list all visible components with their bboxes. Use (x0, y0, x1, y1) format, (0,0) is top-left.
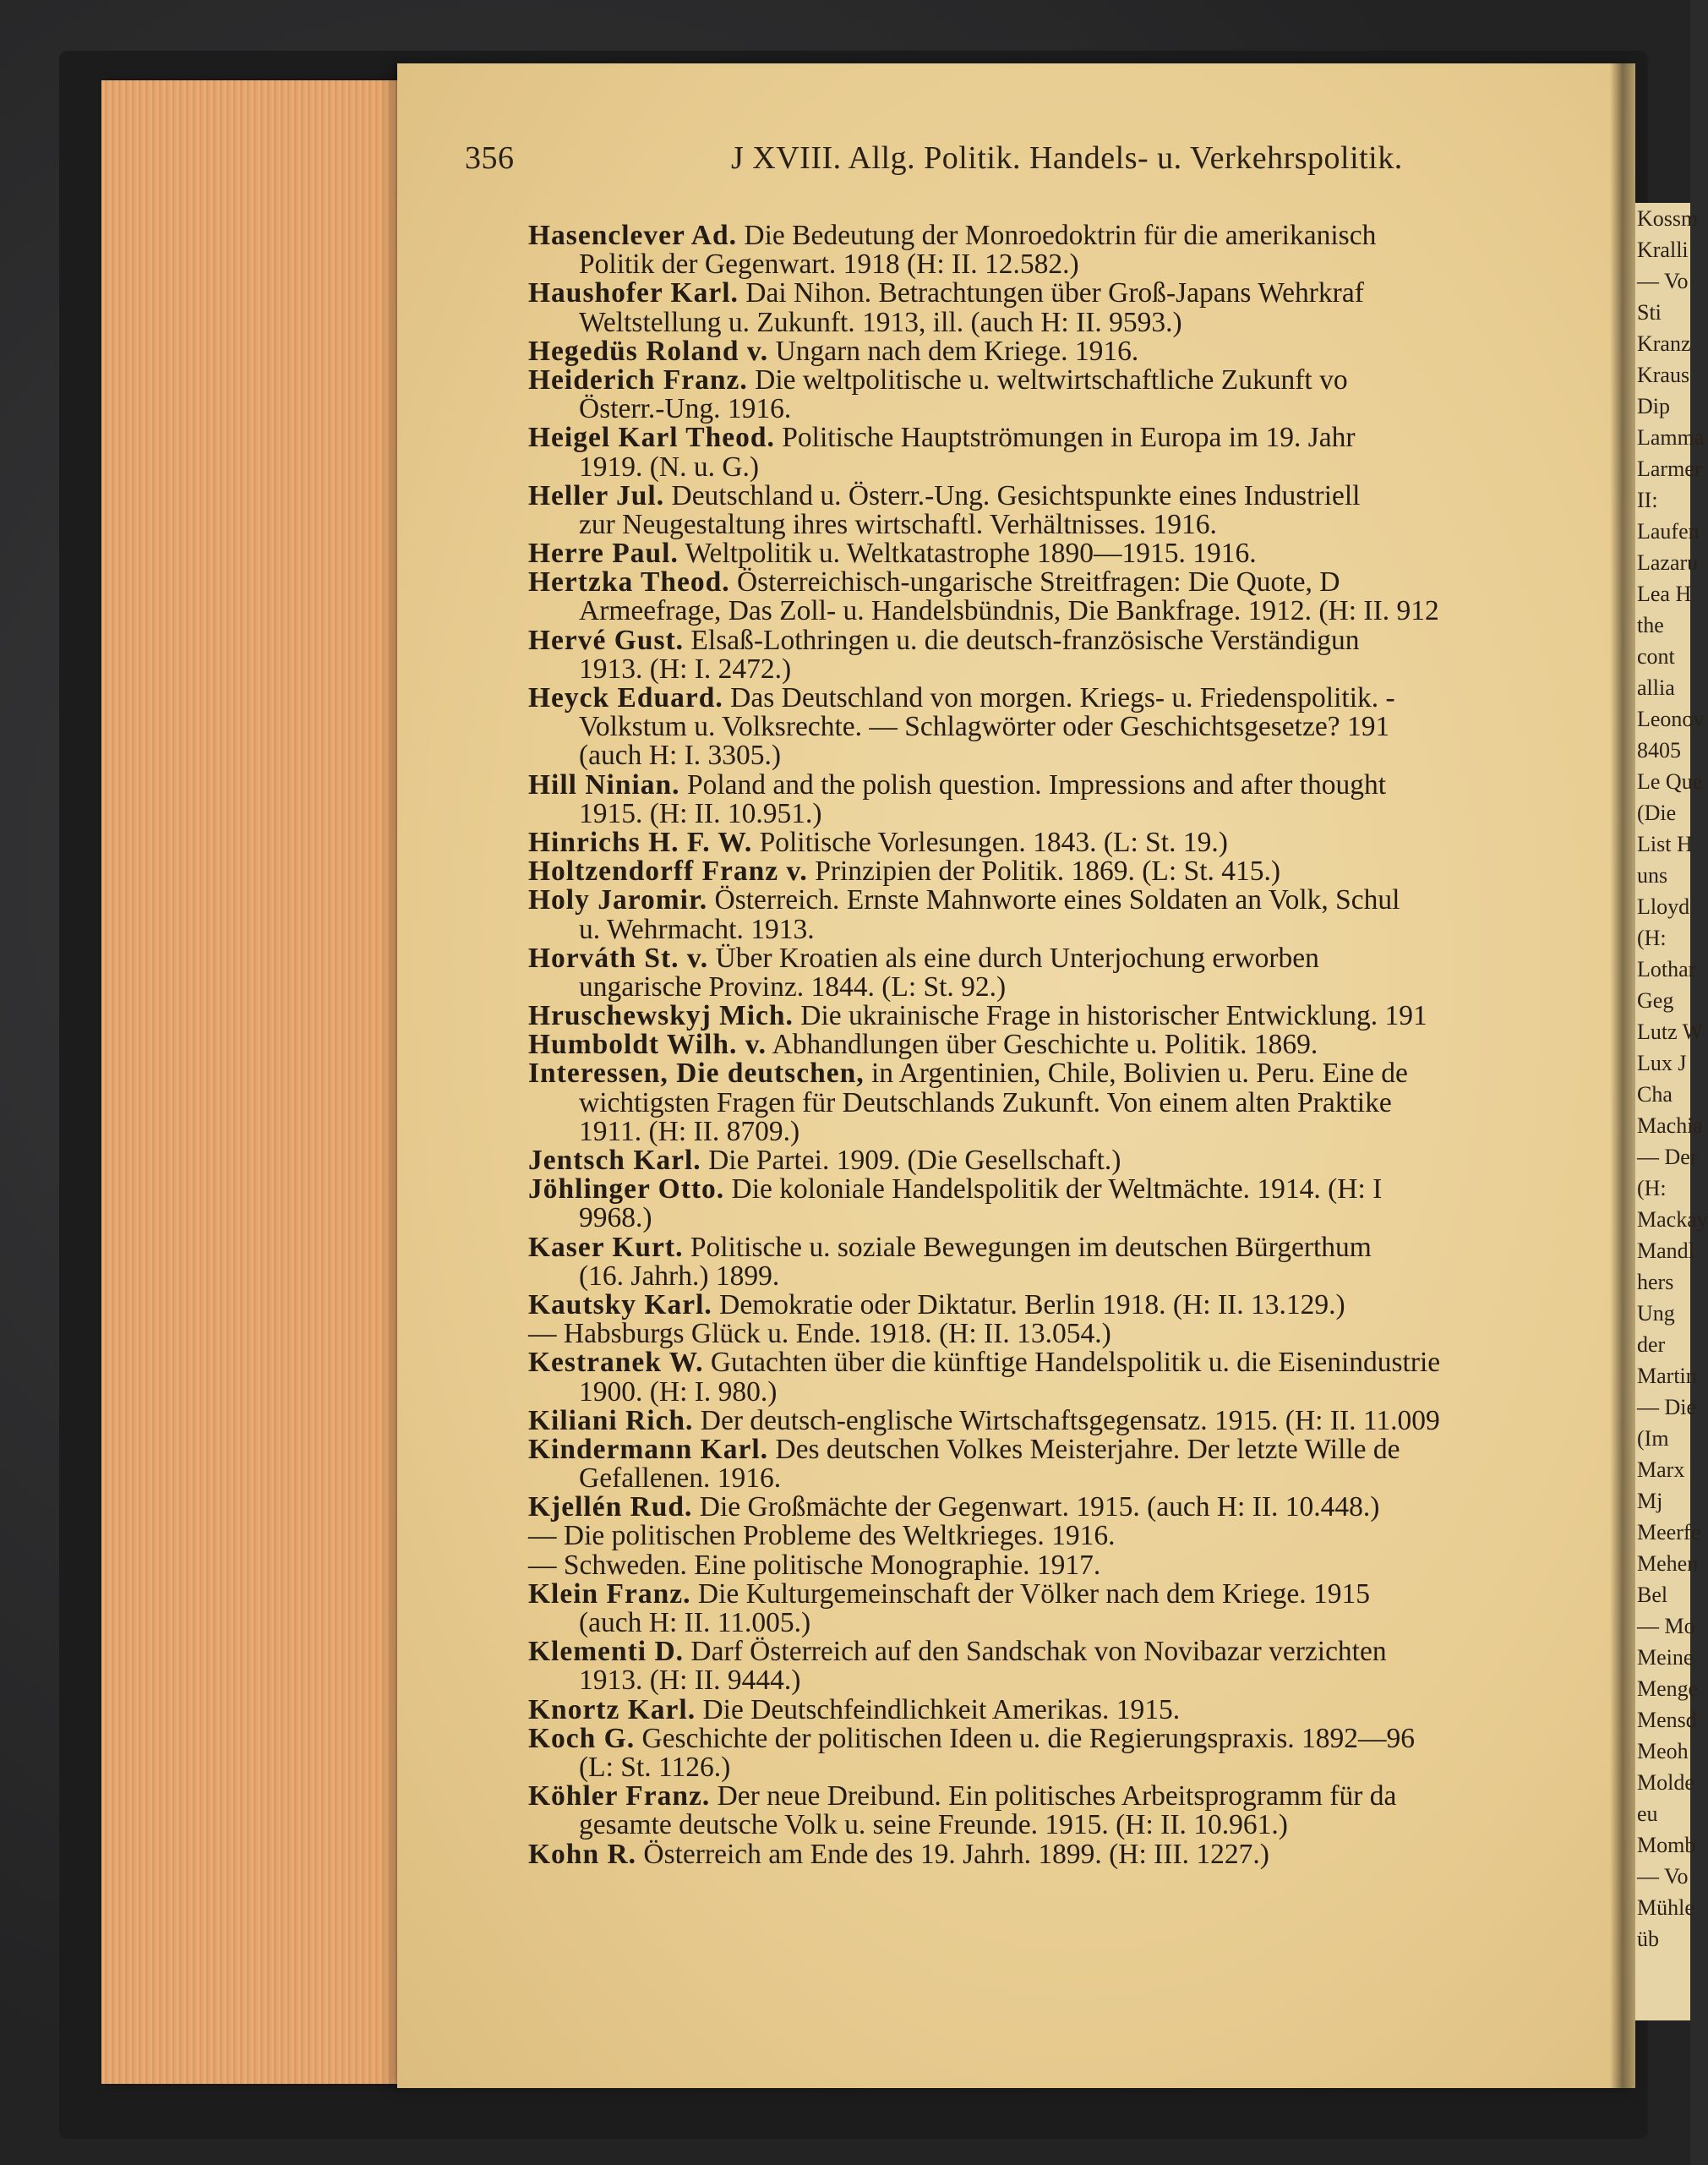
facing-page-fragment-line: Cha (1637, 1082, 1673, 1107)
entry-text: Prinzipien der Politik. 1869. (L: St. 415.) (807, 856, 1281, 888)
entry-author: Holtzendorff Franz v. (528, 856, 808, 888)
facing-page-fragment-line: Meerfe (1637, 1520, 1701, 1544)
entry-text: 1913. (H: II. 9444.) (579, 1665, 801, 1697)
facing-page-fragment-line: üb (1637, 1927, 1659, 1951)
running-title: J XVIII. Allg. Politik. Handels- u. Verkehrspolitik. (731, 140, 1403, 176)
facing-page-fragment-line: Machia (1637, 1113, 1703, 1138)
entry-author: Kiliani Rich. (528, 1404, 694, 1436)
facing-page-fragment-line: Marx (1637, 1457, 1685, 1482)
entry-text: Deutschland u. Österr.-Ung. Gesichtspunkte eines Industriell (664, 479, 1361, 511)
entry-line (528, 1404, 1627, 1436)
entry-line (528, 1722, 1627, 1754)
facing-page-fragment-line: cont (1637, 644, 1675, 669)
entry-line (528, 713, 1627, 741)
entry-line (528, 1320, 1627, 1348)
entry-text: Darf Österreich auf den Sandschak von Novibazar verzichten (684, 1636, 1387, 1668)
facing-page-fragment-line: Ung (1637, 1301, 1675, 1326)
facing-page-fragment-line: Lamma (1637, 425, 1705, 450)
entry-text: 1915. (H: II. 10.951.) (579, 797, 822, 829)
entry-text: Gutachten über die künftige Handelspolitik u. die Eisenindustrie (703, 1347, 1441, 1379)
entry-author: Hertzka Theod. (528, 566, 730, 599)
facing-page-fragment-line: Mandl (1637, 1238, 1694, 1263)
entry-author: Kaser Kurt. (528, 1231, 684, 1263)
entry-text: Die Großmächte der Gegenwart. 1915. (auch H: II. 10.448.) (692, 1491, 1380, 1523)
facing-page-fragment-line: Momb (1637, 1833, 1696, 1857)
entry-line (528, 366, 1627, 395)
entry-author: Kohn R. (528, 1838, 637, 1870)
facing-page-fragment-line: Menge (1637, 1676, 1699, 1701)
entry-author: Hruschewskyj Mich. (528, 1000, 794, 1032)
entry-text: Politische u. soziale Bewegungen im deutschen Bürgerthum (683, 1231, 1372, 1263)
entry-author: Kestranek W. (528, 1347, 704, 1379)
facing-page-fragment-line: — Der (1637, 1145, 1698, 1169)
facing-page-fragment-line: Lea H (1637, 582, 1692, 606)
entry-text: in Argentinien, Chile, Bolivien u. Peru. Eine de (864, 1058, 1408, 1090)
facing-page-fragment-line: Sti (1637, 300, 1662, 325)
entry-text: Der deutsch-englische Wirtschaftsgegensatz. 1915. (H: II. 11.009 (693, 1404, 1440, 1436)
facing-page-fragment-line: Mj (1637, 1489, 1663, 1513)
entry-text: Die koloniale Handelspolitik der Weltmächte. 1914. (H: I (724, 1173, 1383, 1206)
entry-author: Köhler Franz. (528, 1780, 711, 1812)
entry-line (528, 279, 1627, 308)
entry-author: Hill Ninian. (528, 768, 680, 801)
entry-line (528, 828, 1627, 857)
entry-line (528, 1693, 1627, 1725)
entry-line (528, 768, 1627, 801)
entry-text: — Die politischen Probleme des Weltkrieges. 1916. (528, 1520, 1116, 1552)
facing-page-fragment-line: Mehen (1637, 1551, 1699, 1576)
facing-page-fragment-line: Bel (1637, 1583, 1668, 1607)
entry-author: Kautsky Karl. (528, 1288, 712, 1320)
facing-page-fragment-line: eu (1637, 1801, 1658, 1826)
facing-page-fragment-line: Dip (1637, 394, 1670, 418)
entry-line (528, 539, 1627, 568)
entry-text: 1911. (H: II. 8709.) (579, 1115, 800, 1147)
facing-page-fragment-line: (Im (1637, 1426, 1669, 1451)
entry-line (528, 424, 1627, 452)
facing-page-fragment-line: allia (1637, 675, 1675, 700)
facing-page-fragment-line: — Vo (1637, 269, 1689, 293)
entry-line (528, 568, 1627, 597)
entry-line (528, 1288, 1627, 1320)
entry-author: Herre Paul. (528, 538, 679, 570)
entry-author: Knortz Karl. (528, 1693, 696, 1725)
entry-text: — Habsburgs Glück u. Ende. 1918. (H: II. 13.054.) (528, 1318, 1111, 1350)
entry-line (528, 970, 1627, 1003)
entry-line (528, 1059, 1627, 1088)
entry-line (528, 250, 1627, 279)
entry-text: zur Neugestaltung ihres wirtschaftl. Verhältnisses. 1916. (579, 508, 1217, 540)
entry-line (528, 1233, 1627, 1262)
entry-author: Horváth St. v. (528, 942, 709, 974)
entry-text: Demokratie oder Diktatur. Berlin 1918. (H: II. 13.129.) (712, 1288, 1345, 1320)
entry-author: Jentsch Karl. (528, 1145, 701, 1176)
entry-text: Die weltpolitische u. weltwirtschaftliche Zukunft vo (747, 364, 1348, 396)
entry-line (528, 626, 1627, 655)
entry-line (528, 306, 1627, 338)
facing-page-fragment-line: Mackay (1637, 1207, 1708, 1232)
entry-text: Das Deutschland von morgen. Kriegs- u. Friedenspolitik. - (723, 682, 1395, 713)
facing-page-fragment-line: Mensd (1637, 1708, 1697, 1732)
entry-line (528, 1375, 1627, 1408)
entry-text: 1900. (H: I. 980.) (579, 1375, 778, 1408)
entry-line (528, 1031, 1627, 1059)
entry-author: Hegedüs Roland v. (528, 335, 769, 367)
facing-page-fragment-line: Lux J (1637, 1051, 1687, 1075)
facing-page-fragment-line: Le Que (1637, 769, 1703, 794)
entry-line (528, 453, 1627, 482)
facing-page-fragment-line: hers (1637, 1270, 1674, 1294)
entry-line (528, 913, 1627, 945)
entry-line (528, 1782, 1627, 1811)
entry-text: Die ukrainische Frage in historischer Entwicklung. 191 (793, 1000, 1427, 1032)
entry-text: Die Partei. 1909. (Die Gesellschaft.) (701, 1145, 1121, 1176)
entry-text: Österreich am Ende des 19. Jahrh. 1899. (H: III. 1227.) (636, 1838, 1269, 1870)
entry-line (528, 1146, 1627, 1175)
entry-author: Holy Jaromir. (528, 884, 708, 916)
entry-author: Hinrichs H. F. W. (528, 826, 753, 858)
facing-page-fragment-line: (Die (1637, 801, 1677, 825)
entry-author: Klein Franz. (528, 1577, 691, 1610)
entry-line (528, 337, 1627, 366)
facing-page-fragment-line: Kossm (1637, 206, 1699, 231)
facing-page-fragment-line: Martin (1637, 1364, 1697, 1388)
entry-text: Weltstellung u. Zukunft. 1913, ill. (auch H: II. 9593.) (579, 306, 1182, 338)
entry-line (528, 1493, 1627, 1522)
entry-text: Ungarn nach dem Kriege. 1916. (768, 335, 1139, 367)
entry-line (528, 1002, 1627, 1031)
entry-line (528, 508, 1627, 540)
entry-line (528, 944, 1627, 973)
entry-author: Jöhlinger Otto. (528, 1173, 725, 1206)
entry-text: u. Wehrmacht. 1913. (579, 913, 815, 945)
facing-page-fragment-line: Molde (1637, 1770, 1694, 1795)
page-edges (101, 80, 401, 2084)
entry-text: Gefallenen. 1916. (579, 1462, 782, 1495)
entry-text: Die Kulturgemeinschaft der Völker nach dem Kriege. 1915 (690, 1577, 1370, 1610)
entry-text: (auch H: II. 11.005.) (579, 1607, 811, 1638)
entry-line (528, 655, 1627, 684)
entry-text: ungarische Provinz. 1844. (L: St. 92.) (579, 970, 1007, 1003)
entry-line (528, 1262, 1627, 1291)
entry-text: gesamte deutsche Volk u. seine Freunde. 1915. (H: II. 10.961.) (579, 1809, 1288, 1841)
entry-text: Weltpolitik u. Weltkatastrophe 1890—1915. 1916. (678, 538, 1257, 570)
entry-text: Die Bedeutung der Monroedoktrin für die amerikanisch (737, 220, 1377, 251)
entry-author: Koch G. (528, 1722, 636, 1754)
entry-line (528, 1348, 1627, 1377)
entry-author: Heyck Eduard. (528, 682, 723, 713)
entry-line (528, 1522, 1627, 1550)
entry-line (528, 1086, 1627, 1118)
entry-author: Heigel Karl Theod. (528, 422, 775, 454)
facing-page-fragment-line: der (1637, 1332, 1666, 1357)
facing-page-fragment-line: (H: (1637, 926, 1667, 950)
entry-text: (16. Jahrh.) 1899. (579, 1260, 780, 1292)
entry-text: Armeefrage, Das Zoll- u. Handelsbündnis, Die Bankfrage. 1912. (H: II. 912 (579, 595, 1439, 627)
entry-line (528, 1204, 1627, 1233)
entry-line (528, 797, 1627, 829)
entry-author: Klementi D. (528, 1636, 685, 1668)
page-number: 356 (465, 140, 515, 176)
facing-page-fragment-line: 8405 (1637, 738, 1681, 763)
entry-line (528, 479, 1627, 511)
entry-text: — Schweden. Eine politische Monographie. 1917. (528, 1549, 1101, 1581)
entry-author: Heiderich Franz. (528, 364, 748, 396)
entry-author: Interessen, Die deutschen, (528, 1058, 865, 1090)
facing-page-fragment-line: Larmer (1637, 457, 1702, 481)
facing-page-fragment (1635, 203, 1708, 2020)
entry-text: Die Deutschfeindlichkeit Amerikas. 1915. (696, 1693, 1181, 1725)
page-header (465, 139, 1606, 182)
entry-line (528, 1840, 1627, 1869)
facing-page-fragment-line: — Vo (1637, 1864, 1689, 1889)
entry-author: Hasenclever Ad. (528, 220, 737, 251)
facing-page-fragment-line: Kralli (1637, 238, 1689, 262)
facing-page-fragment-line: Lutz W (1637, 1020, 1704, 1044)
entry-line (528, 1115, 1627, 1147)
facing-page-fragment-line: List H (1637, 832, 1693, 856)
facing-page-fragment-line: Leonov (1637, 707, 1705, 731)
facing-page-fragment-line: Meine (1637, 1645, 1694, 1670)
entry-line (528, 221, 1627, 250)
entry-line (528, 1753, 1627, 1782)
facing-page-fragment-line: the (1637, 613, 1664, 637)
facing-page-fragment-line: Geg (1637, 988, 1674, 1013)
entry-text: Österr.-Ung. 1916. (579, 393, 792, 425)
entry-line (528, 886, 1627, 915)
facing-page-fragment-line: Mühle (1637, 1895, 1694, 1920)
facing-page-fragment-line: Kraus (1637, 363, 1690, 387)
facing-page-fragment-line: uns (1637, 863, 1668, 888)
entry-text: Politische Hauptströmungen in Europa im 19. Jahr (774, 422, 1356, 454)
entry-text: Der neue Dreibund. Ein politisches Arbeitsprogramm für da (710, 1780, 1397, 1812)
facing-page-fragment-line: Meoh (1637, 1739, 1689, 1763)
entry-line (528, 857, 1627, 886)
facing-page-fragment-line: Lloyd (1637, 894, 1690, 919)
entry-text: (L: St. 1126.) (579, 1751, 731, 1783)
entry-text: Österreichisch-ungarische Streitfragen: Die Quote, D (729, 566, 1340, 599)
facing-page-fragment-line: (H: (1637, 1176, 1667, 1200)
entry-text: Volkstum u. Volksrechte. — Schlagwörter oder Geschichtsgesetze? 191 (579, 711, 1390, 743)
entry-text: Politische Vorlesungen. 1843. (L: St. 19.) (752, 826, 1228, 858)
facing-page-fragment-line: Lothar (1637, 957, 1696, 981)
entry-line (528, 395, 1627, 424)
entry-text: wichtigsten Fragen für Deutschlands Zukunft. Von einem alten Praktike (579, 1086, 1392, 1118)
entry-text: Abhandlungen über Geschichte u. Politik. 1869. (767, 1029, 1318, 1061)
entry-text: Politik der Gegenwart. 1918 (H: II. 12.582.) (579, 249, 1079, 281)
facing-page-fragment-line: Laufen (1637, 519, 1700, 544)
facing-page-fragment-line: Lazaru (1637, 550, 1699, 575)
entry-text: 1913. (H: I. 2472.) (579, 653, 792, 685)
entry-author: Humboldt Wilh. v. (528, 1029, 767, 1061)
entry-line (528, 684, 1627, 713)
entry-author: Hervé Gust. (528, 624, 685, 656)
entry-line (528, 741, 1627, 770)
entry-line (528, 1666, 1627, 1695)
entry-text: (auch H: I. 3305.) (579, 740, 782, 772)
entry-text: Elsaß-Lothringen u. die deutsch-französische Verständigun (684, 624, 1360, 656)
entry-line (528, 1609, 1627, 1637)
facing-page-fragment-line: Kranz (1637, 331, 1691, 356)
entry-author: Heller Jul. (528, 479, 665, 511)
entry-text: Dai Nihon. Betrachtungen über Groß-Japans Wehrkraf (738, 277, 1364, 309)
entry-text: Über Kroatien als eine durch Unterjochung erworben (708, 942, 1319, 974)
entry-line (528, 1811, 1627, 1840)
facing-page-fragment-line: — Die (1637, 1395, 1697, 1419)
entry-author: Haushofer Karl. (528, 277, 739, 309)
entry-line (528, 1637, 1627, 1666)
entry-line (528, 1175, 1627, 1204)
entry-author: Kjellén Rud. (528, 1491, 693, 1523)
entry-text: Geschichte der politischen Ideen u. die Regierungspraxis. 1892—96 (635, 1722, 1415, 1754)
facing-page-fragment-line: II: (1637, 488, 1658, 512)
entry-text: 9968.) (579, 1202, 652, 1234)
entry-line (528, 1577, 1627, 1610)
bibliography-entries (528, 221, 1627, 2064)
entry-text: Des deutschen Volkes Meisterjahre. Der letzte Wille de (768, 1433, 1400, 1465)
entry-line (528, 1464, 1627, 1493)
entry-text: Österreich. Ernste Mahnworte eines Soldaten an Volk, Schul (707, 884, 1400, 916)
entry-text: 1919. (N. u. G.) (579, 451, 760, 483)
entry-line (528, 1435, 1627, 1464)
entry-line (528, 597, 1627, 626)
entry-text: Poland and the polish question. Impressions and after thought (679, 768, 1387, 801)
facing-page-fragment-line: — Mo (1637, 1614, 1695, 1638)
entry-line (528, 1551, 1627, 1580)
page-gutter (1610, 63, 1635, 2088)
entry-author: Kindermann Karl. (528, 1433, 769, 1465)
